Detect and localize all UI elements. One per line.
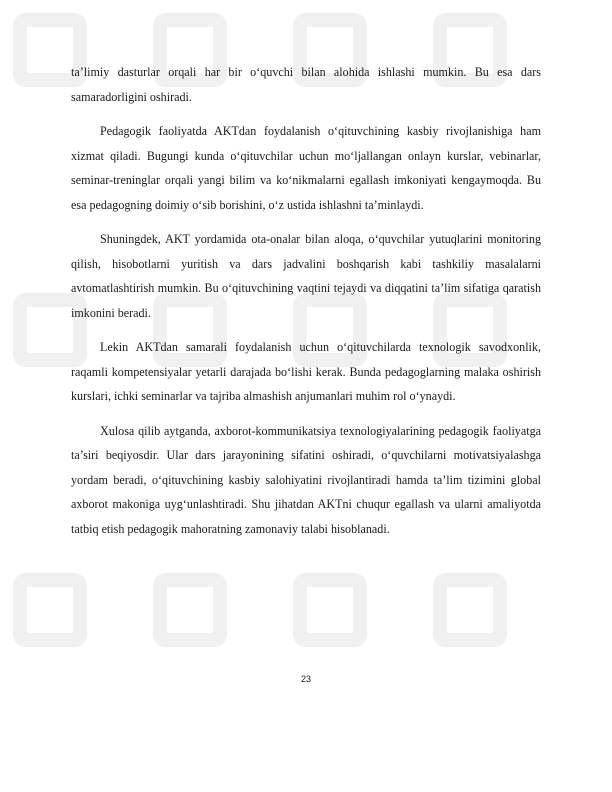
document-body	[71, 60, 541, 551]
paragraph-administrative-tasks: Shuningdek, AKT yordamida ota-onalar bilan aloqa, o‘quvchilar yutuqlarini monitoring qilish, hisobotlarni yuritish va dars jadvalini boshqarish kabi tashkiliy masalalarni avtomatlashtirish mumkin. Bu o‘qituvchining vaqtini tejaydi va diqqatini ta’lim sifatiga qaratish imkonini beradi.	[71, 232, 541, 320]
paragraph-continuation: ta’limiy dasturlar orqali har bir o‘quvchi bilan alohida ishlashi mumkin. Bu esa dars samaradorligini oshiradi.	[71, 65, 541, 104]
document-watermark-icon	[20, 580, 80, 640]
paragraph-professional-development: Pedagogik faoliyatda AKTdan foydalanish o‘qituvchining kasbiy rivojlanishiga ham xizmat qiladi. Bugungi kunda o‘qituvchilar uchun mo‘ljallangan onlayn kurslar, vebinarlar, seminar-treninglar orqali yangi bilim va ko‘nikmalarni egallash imkoniyati kengaymoqda. Bu esa pedagogning doimiy o‘sib borishini, o‘z ustida ishlashni ta’minlaydi.	[71, 124, 541, 212]
document-watermark-icon	[440, 580, 500, 640]
document-watermark-icon	[160, 580, 220, 640]
document-watermark-icon	[300, 580, 360, 640]
paragraph-conclusion: Xulosa qilib aytganda, axborot-kommunikatsiya texnologiyalarining pedagogik faoliyatga ta’siri beqiyosdir. Ular dars jarayonining sifatini oshiradi, o‘quvchilarni motivatsiyalashga yordam beradi, o‘qituvchining kasbiy salohiyatini rivojlantiradi hamda ta’lim tizimini global axborot makoniga uyg‘unlashtiradi. Shu jihatdan AKTni chuqur egallash va ularni amaliyotda tatbiq etish pedagogik mahoratning zamonaviy talabi hisoblanadi.	[71, 423, 541, 536]
paragraph-digital-literacy: Lekin AKTdan samarali foydalanish uchun o‘qituvchilarda texnologik savodxonlik, raqamli kompetensiyalar yetarli darajada bo‘lishi kerak. Bunda pedagoglarning malaka oshirish kurslari, ichki seminarlar va tajriba almashish anjumanlari muhim rol o‘ynaydi.	[71, 340, 541, 403]
page-number: 23	[300, 674, 311, 684]
